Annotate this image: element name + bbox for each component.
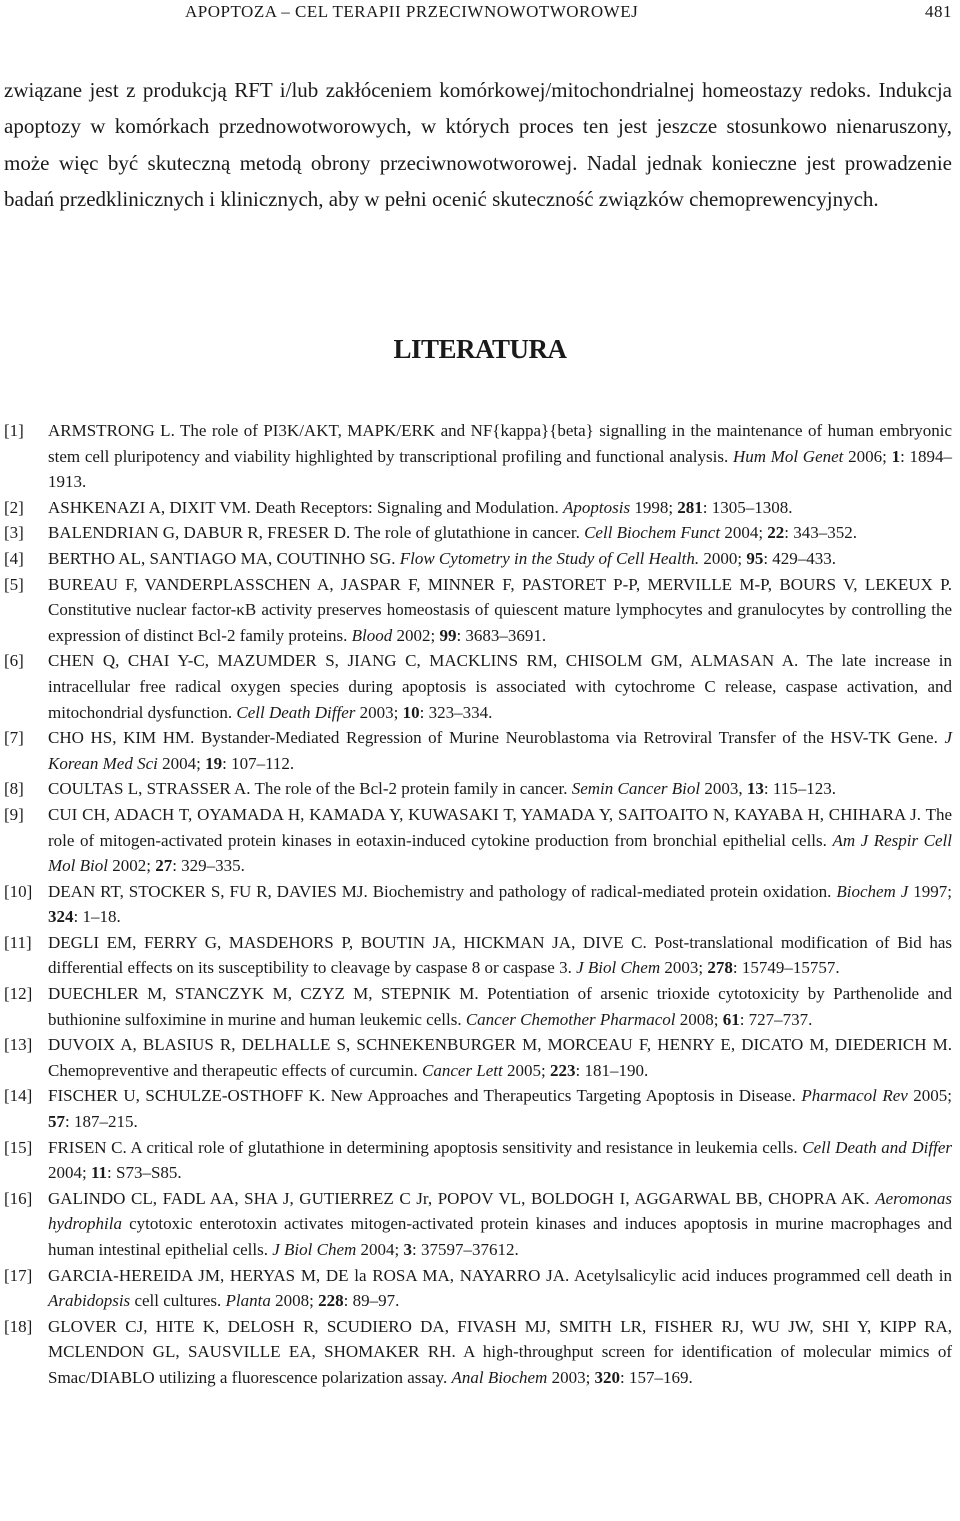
reference-item xyxy=(4,930,952,981)
reference-authors: FRISEN C. xyxy=(48,1137,127,1157)
reference-journal: Semin Cancer Biol xyxy=(571,779,701,799)
reference-title: A high-throughput screen for identification of molecular mimics of Smac/DIABLO utilizing a fluorescence polarization assay. xyxy=(48,1342,953,1387)
reference-title: cytotoxic enterotoxin activates mitogen-activated protein kinases and induces apoptosis in murine macrophages and human intestinal epithelial cells. xyxy=(48,1214,953,1259)
reference-title: The late increase in intracellular free radical oxygen species during apoptosis is associated with cytochrome C release, caspase activation, and mitochondrial dysfunction. xyxy=(48,651,952,722)
reference-number: [18] xyxy=(4,1316,33,1336)
reference-title: The role of glutathione in cancer. xyxy=(354,523,580,543)
reference-number: [16] xyxy=(4,1188,33,1208)
reference-authors: DUECHLER M, STANCZYK M, CZYZ M, STEPNIK M. xyxy=(48,984,479,1004)
page-number: 481 xyxy=(925,2,952,21)
reference-number: [9] xyxy=(4,804,24,824)
reference-volume: 223 xyxy=(550,1060,576,1080)
running-header xyxy=(0,0,960,26)
reference-journal: Anal Biochem xyxy=(451,1367,548,1387)
reference-title: A critical role of glutathione in determining apoptosis sensitivity and resistance in leukemia cells. xyxy=(130,1137,798,1157)
reference-volume: 320 xyxy=(594,1367,621,1387)
reference-journal: Flow Cytometry in the Study of Cell Health. xyxy=(399,548,700,568)
reference-pages: : 157–169. xyxy=(620,1367,693,1387)
section-heading: LITERATURA xyxy=(393,334,567,364)
running-title: APOPTOZA – CEL TERAPII PRZECIWNOWOTWOROWEJ xyxy=(185,2,639,21)
reference-title-italic: Arabidopsis xyxy=(48,1291,131,1311)
reference-authors: GLOVER CJ, HITE K, DELOSH R, SCUDIERO DA, FIVASH MJ, SMITH LR, FISHER RJ, WU JW, SHI Y, KIPP RA, MCLENDON GL, SAUSVILLE EA, SHOMAKER RH. xyxy=(48,1316,952,1362)
reference-authors: ARMSTRONG L. xyxy=(48,421,175,440)
reference-journal: Apoptosis xyxy=(563,497,631,517)
reference-number: [15] xyxy=(4,1137,33,1157)
reference-year: 2005; xyxy=(507,1060,546,1080)
reference-journal: Planta xyxy=(225,1291,271,1311)
reference-volume: 278 xyxy=(707,958,733,978)
reference-volume: 95 xyxy=(746,548,764,568)
reference-year: 2004; xyxy=(48,1163,87,1183)
reference-item xyxy=(4,981,952,1032)
reference-title: Biochemistry and pathology of radical-mediated protein oxidation. xyxy=(372,881,832,901)
reference-title-italic: Aeromonas hydrophila xyxy=(48,1188,952,1234)
reference-item xyxy=(4,776,952,802)
reference-title: New Approaches and Therapeutics Targeting Apoptosis in Disease. xyxy=(330,1086,796,1106)
reference-list xyxy=(4,418,952,1391)
reference-year: 1997; xyxy=(913,881,952,901)
reference-item xyxy=(4,1263,952,1314)
reference-title: Acetylsalicylic acid induces programmed cell death in xyxy=(574,1265,953,1285)
reference-year: 2003; xyxy=(359,702,399,722)
reference-volume: 281 xyxy=(677,497,703,517)
reference-journal: Cell Biochem Funct xyxy=(584,523,721,543)
reference-volume: 22 xyxy=(767,523,785,543)
reference-number: [11] xyxy=(4,932,32,952)
reference-pages: : 1894–1913. xyxy=(48,446,953,492)
reference-year: 2002; xyxy=(396,625,436,645)
reference-year: 2004; xyxy=(360,1240,400,1259)
reference-item xyxy=(4,725,952,776)
reference-year: 2004; xyxy=(162,753,201,773)
reference-year: 2003, xyxy=(704,779,743,799)
reference-title: Bystander-Mediated Regression of Murine Neuroblastoma via Retroviral Transfer of the HSV-TK Gene. xyxy=(200,728,938,748)
reference-year: 2005; xyxy=(913,1086,953,1106)
reference-number: [8] xyxy=(4,779,24,799)
reference-number: [10] xyxy=(4,881,33,901)
reference-year: 2008; xyxy=(275,1291,314,1311)
reference-title: Constitutive nuclear factor-κB activity preserves homeostasis of quiescent mature lymphocytes and granulocytes by controlling the expression of distinct Bcl-2 family proteins. xyxy=(48,600,952,645)
reference-title: Post-translational modification of Bid has differential effects on its susceptibility to cleavage by caspase 8 or caspase 3. xyxy=(48,932,952,978)
reference-title: The role of the Bcl-2 protein family in cancer. xyxy=(254,779,568,799)
reference-number: [4] xyxy=(4,548,24,568)
reference-authors: CHEN Q, CHAI Y-C, MAZUMDER S, JIANG C, MACKLINS RM, CHISOLM GM, ALMASAN A. xyxy=(48,651,799,671)
reference-item xyxy=(4,648,952,725)
reference-volume: 57 xyxy=(48,1112,65,1132)
reference-number: [6] xyxy=(4,651,24,671)
reference-authors: GALINDO CL, FADL AA, SHA J, GUTIERREZ C Jr, POPOV VL, BOLDOGH I, AGGARWAL BB, CHOPRA AK. xyxy=(48,1188,870,1208)
reference-title: The role of PI3K/AKT, MAPK/ERK and NF{kappa}{beta} signalling in the maintenance of human embryonic stem cell pluripotency and viability highlighted by transcriptional profiling and functional analysis. xyxy=(48,421,952,466)
reference-number: [17] xyxy=(4,1265,33,1285)
reference-volume: 11 xyxy=(90,1163,108,1183)
reference-item xyxy=(4,572,952,649)
reference-authors: CHO HS, KIM HM. xyxy=(48,728,195,748)
reference-title: Potentiation of arsenic trioxide cytotoxicity by Parthenolide and buthionine sulfoximine in murine and human leukemic cells. xyxy=(48,984,952,1029)
reference-item xyxy=(4,418,952,495)
reference-volume: 324 xyxy=(48,907,74,927)
reference-authors: FISCHER U, SCHULZE-OSTHOFF K. xyxy=(48,1086,326,1106)
reference-title: Death Receptors: Signaling and Modulation. xyxy=(255,497,559,517)
reference-year: 2003; xyxy=(551,1367,591,1387)
reference-authors: ASHKENAZI A, DIXIT VM. xyxy=(48,497,251,517)
reference-year: 2008; xyxy=(679,1009,719,1029)
reference-journal: Hum Mol Genet xyxy=(732,446,844,466)
reference-pages: : 89–97. xyxy=(343,1291,400,1311)
reference-pages: : 115–123. xyxy=(763,779,836,799)
reference-pages: : 329–335. xyxy=(172,856,245,876)
reference-volume: 10 xyxy=(402,702,420,722)
reference-title: Chemopreventive and therapeutic effects of curcumin. xyxy=(48,1060,418,1080)
reference-authors: DEAN RT, STOCKER S, FU R, DAVIES MJ. xyxy=(48,881,368,901)
reference-pages: : 181–190. xyxy=(575,1060,649,1080)
reference-pages: : 3683–3691. xyxy=(456,625,547,645)
reference-authors: DEGLI EM, FERRY G, MASDEHORS P, BOUTIN JA, HICKMAN JA, DIVE C. xyxy=(48,932,647,952)
reference-title-after: cell cultures. xyxy=(134,1291,222,1311)
reference-pages: : 107–112. xyxy=(222,753,295,773)
reference-pages: : 37597–37612. xyxy=(412,1240,519,1259)
reference-authors: BALENDRIAN G, DABUR R, FRESER D. xyxy=(48,523,351,543)
reference-journal: Cell Death Differ xyxy=(236,702,356,722)
reference-item xyxy=(4,1083,952,1134)
reference-item xyxy=(4,802,952,879)
reference-number: [5] xyxy=(4,574,24,594)
reference-pages: : 1305–1308. xyxy=(702,497,793,517)
reference-item xyxy=(4,1186,952,1263)
reference-journal: Cancer Lett xyxy=(422,1060,503,1080)
reference-item xyxy=(4,495,952,521)
reference-authors: CUI CH, ADACH T, OYAMADA H, KAMADA Y, KUWASAKI T, YAMADA Y, SAITOAITO N, KAYABA H, CHIHARA J. xyxy=(48,804,922,824)
reference-number: [14] xyxy=(4,1086,33,1106)
reference-item xyxy=(4,879,952,930)
reference-number: [3] xyxy=(4,523,24,543)
reference-journal: Am J Respir Cell Mol Biol xyxy=(48,830,952,876)
reference-number: [13] xyxy=(4,1035,33,1055)
reference-authors: BERTHO AL, SANTIAGO MA, COUTINHO SG. xyxy=(48,548,396,568)
reference-year: 2002; xyxy=(112,856,151,876)
reference-journal: Pharmacol Rev xyxy=(801,1086,908,1106)
reference-item xyxy=(4,1135,952,1186)
reference-year: 1998; xyxy=(634,497,674,517)
reference-number: [2] xyxy=(4,497,24,517)
reference-journal: J Korean Med Sci xyxy=(48,728,952,773)
reference-journal: Cancer Chemother Pharmacol xyxy=(465,1009,676,1029)
reference-item xyxy=(4,546,952,572)
reference-item xyxy=(4,520,952,546)
reference-journal: Biochem J xyxy=(836,881,909,901)
reference-pages: : 15749–15757. xyxy=(732,958,840,978)
body-paragraph: związane jest z produkcją RFT i/lub zakłóceniem komórkowej/mitochondrialnej homeostazy redoks. Indukcja apoptozy w komórkach przednowotworowych, w których proces ten jest jeszcze stosunkowo nienaruszony, może więc być skuteczną metodą obrony przeciwnowotworowej. Nadal jednak konieczne jest prowadzenie badań przedklinicznych i klinicznych, aby w pełni ocenić skuteczność związków chemoprewencyjnych. xyxy=(4,78,952,211)
reference-number: [12] xyxy=(4,984,33,1004)
reference-pages: : 187–215. xyxy=(65,1112,138,1132)
reference-volume: 1 xyxy=(891,446,901,466)
reference-journal: J Biol Chem xyxy=(576,958,661,978)
reference-number: [1] xyxy=(4,421,24,440)
reference-volume: 19 xyxy=(205,753,223,773)
reference-year: 2004; xyxy=(724,523,764,543)
reference-journal: Cell Death and Differ xyxy=(802,1137,952,1157)
reference-journal: Blood xyxy=(351,625,393,645)
reference-item xyxy=(4,1032,952,1083)
reference-pages: : 727–737. xyxy=(739,1009,813,1029)
reference-volume: 27 xyxy=(155,856,173,876)
reference-pages: : 343–352. xyxy=(784,523,858,543)
reference-year: 2006; xyxy=(848,446,887,466)
reference-volume: 3 xyxy=(403,1240,413,1259)
reference-item xyxy=(4,1314,952,1391)
reference-pages: : 323–334. xyxy=(419,702,493,722)
reference-title: The role of mitogen-activated protein kinases in eotaxin-induced cytokine production from bronchial epithelial cells. xyxy=(48,804,953,850)
reference-authors: GARCIA-HEREIDA JM, HERYAS M, DE la ROSA MA, NAYARRO JA. xyxy=(48,1265,570,1285)
reference-authors: DUVOIX A, BLASIUS R, DELHALLE S, SCHNEKENBURGER M, MORCEAU F, HENRY E, DICATO M, DIEDERICH M. xyxy=(48,1035,952,1055)
reference-pages: : 429–433. xyxy=(763,548,837,568)
reference-year: 2003; xyxy=(664,958,704,978)
reference-pages: : 1–18. xyxy=(73,907,121,927)
reference-authors: BUREAU F, VANDERPLASSCHEN A, JASPAR F, MINNER F, PASTORET P-P, MERVILLE M-P, BOURS V, LEKEUX P. xyxy=(48,574,952,594)
reference-number: [7] xyxy=(4,728,24,748)
reference-volume: 61 xyxy=(722,1009,740,1029)
reference-volume: 228 xyxy=(318,1291,344,1311)
reference-authors: COULTAS L, STRASSER A. xyxy=(48,779,251,799)
reference-pages: : S73–S85. xyxy=(107,1163,182,1183)
reference-volume: 99 xyxy=(439,625,457,645)
reference-year: 2000; xyxy=(703,548,743,568)
reference-volume: 13 xyxy=(746,779,764,799)
reference-journal: J Biol Chem xyxy=(272,1240,357,1259)
